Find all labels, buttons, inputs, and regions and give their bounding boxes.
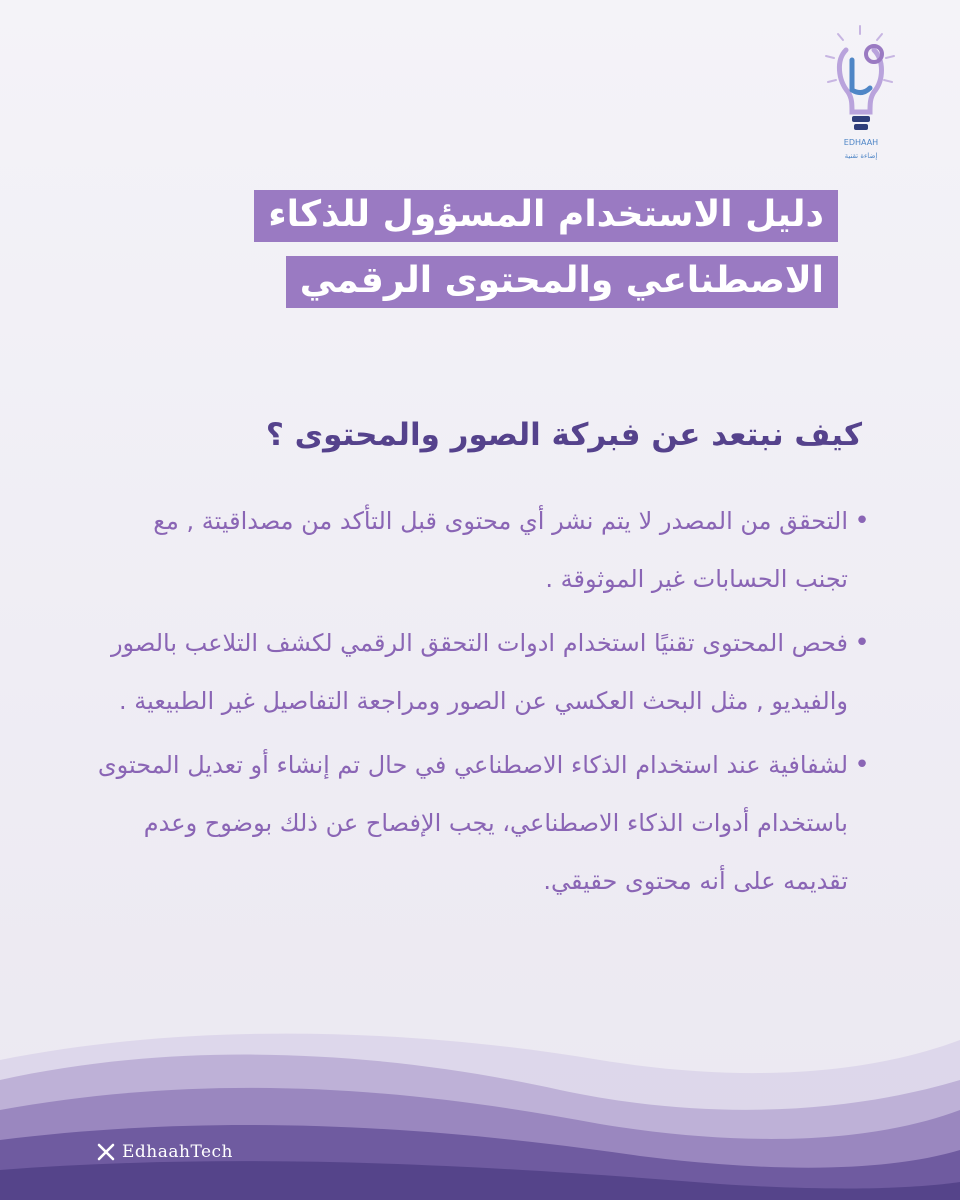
bullet-item — [96, 614, 876, 730]
logo-brand-text: EDHAAH — [843, 138, 879, 147]
bullet-item — [96, 736, 876, 910]
x-logo-icon — [96, 1142, 116, 1162]
title-line-1: دليل الاستخدام المسؤول للذكاء — [254, 190, 838, 242]
decorative-waves — [0, 1000, 960, 1200]
edhaah-logo — [818, 20, 908, 180]
bullet-marker: • — [854, 628, 870, 658]
bullet-item — [96, 492, 876, 608]
lightbulb-icon — [826, 26, 894, 130]
bullet-text: التحقق من المصدر لا يتم نشر أي محتوى قبل التأكد من مصداقيتة , مع تجنب الحسابات غير الموثوقة . — [153, 507, 848, 593]
bullet-text: لشفافية عند استخدام الذكاء الاصطناعي في حال تم إنشاء أو تعديل المحتوى باستخدام أدوات الذكاء الاصطناعي، يجب الإفصاح عن ذلك بوضوح وعدم تقديمه على أنه محتوى حقيقي. — [97, 751, 848, 895]
title-line-2: الاصطناعي والمحتوى الرقمي — [286, 256, 838, 308]
bullet-marker: • — [854, 750, 870, 780]
bullet-marker: • — [854, 506, 870, 536]
footer-social[interactable] — [96, 1142, 233, 1162]
bullet-list — [96, 492, 876, 916]
logo-brand-arabic: إضاءة تقنية — [844, 152, 878, 160]
social-handle: EdhaahTech — [122, 1142, 234, 1162]
subtitle-heading: كيف نبتعد عن فبركة الصور والمحتوى ؟ — [265, 417, 862, 453]
bullet-text: فحص المحتوى تقنيًا استخدام ادوات التحقق الرقمي لكشف التلاعب بالصور والفيديو , مثل البحث العكسي عن الصور ومراجعة التفاصيل غير الطبيعية . — [110, 629, 848, 715]
